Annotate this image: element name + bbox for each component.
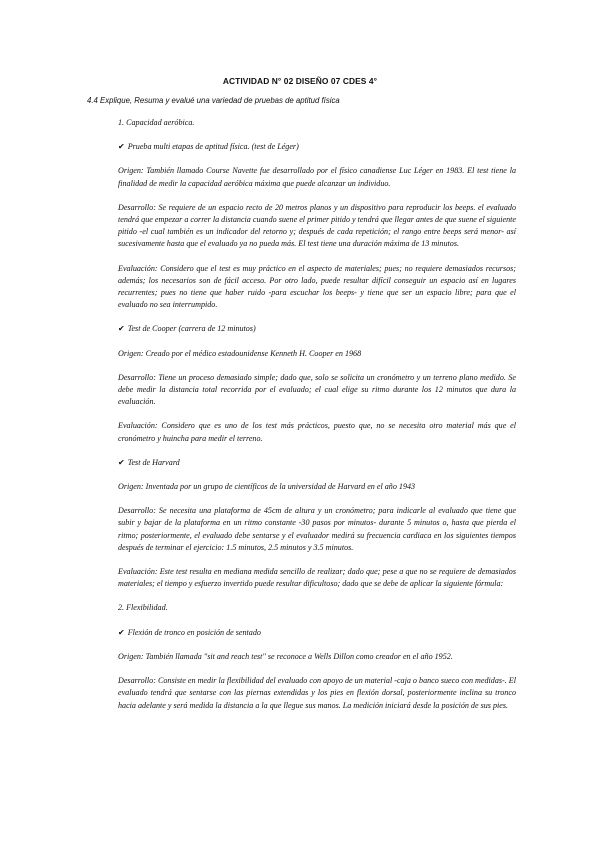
- cooper-development: Desarrollo: Tiene un proceso demasiado simple; dado que, solo se solicita un cronómetro y un terreno plano medido. Se debe medir la distancia total recorrida por el evaluado; el cual elige su ritmo durante los 12 minutos que dura la evaluación.: [118, 372, 516, 407]
- leger-development: Desarrollo: Se requiere de un espacio recto de 20 metros planos y un dispositivo para reproducir los beeps. el evaluado tendrá que empezar a correr la distancia cuando suene el primer pitido y tendrá que llegar antes de que suene el siguiente pitido -el cual también es un indicador del retorno y; después de cada repetición; el rango entre beeps será menor- así sucesivamente hasta que el evaluado ya no pueda más. El test tiene una duración máxima de 13 minutos.: [118, 202, 516, 249]
- cooper-evaluation: Evaluación: Considero que es uno de los test más prácticos, puesto que, no se necesita otro material más que el cronómetro y huincha para medir el terreno.: [118, 421, 516, 443]
- checkmark-icon: ✔: [118, 457, 125, 467]
- checkmark-icon: ✔: [118, 142, 125, 152]
- harvard-development: Desarrollo: Se necesita una plataforma de 45cm de altura y un cronómetro; para indicarle al evaluado que tiene que subir y bajar de la plataforma en un ritmo constante -30 pasos por minutos- durante 5 minutos o, hasta que pierda el ritmo; posteriormente, el evaluado debe sentarse y el evaluador medirá su frecuencia cardiaca en los siguientes tiempos después de terminar el ejercicio: 1.5 minutos, 2.5 minutos y 3.5 minutos.: [118, 506, 516, 552]
- question-subtitle: 4.4 Explique, Resuma y evalué una variedad de pruebas de aptitud física: [87, 96, 340, 105]
- sit-reach-development: Desarrollo: Consiste en medir la flexibilidad del evaluado con apoyo de un material -caja o banco sueco con medidas-. El evaluado tendrá que sentarse con las piernas extendidas y los pies en flexión dorsal, posteriormente inclina su tronco hacia adelante y será medida la distancia a la que llegue sus manos. La medición iniciará desde la posición de sus pies.: [118, 676, 516, 710]
- checkmark-icon: ✔: [118, 627, 125, 637]
- test-heading-sit-reach-label: Flexión de tronco en posición de sentado: [127, 627, 261, 637]
- cooper-origin: Origen: Creado por el médico estadounidense Kenneth H. Cooper en 1968: [118, 348, 362, 358]
- page-title: ACTIVIDAD N° 02 DISEÑO 07 CDES 4°: [222, 76, 378, 86]
- test-heading-cooper: [118, 323, 516, 335]
- test-heading-harvard-label: Test de Harvard: [127, 457, 180, 467]
- leger-origin: Origen: También llamado Course Navette fue desarrollado por el físico canadiense Luc Léger en 1983. El test tiene la finalidad de medir la capacidad aeróbica máxima que puede alcanzar un individuo.: [118, 166, 516, 188]
- section-heading-flexibility: 2. Flexibilidad.: [118, 603, 168, 613]
- test-heading-harvard: [118, 457, 516, 469]
- sit-reach-origin: Origen: También llamada "sit and reach test" se reconoce a Wells Dillon como creador en el año 1952.: [118, 651, 453, 661]
- test-heading-sit-reach: [118, 627, 516, 639]
- harvard-evaluation: Evaluación: Este test resulta en mediana medida sencillo de realizar; dado que; pese a que no se requiere de demasiados materiales; el tiempo y esfuerzo invertido puede resultar dificultoso; dado que se debe de aplicar la siguiente fórmula:: [118, 567, 516, 589]
- test-heading-cooper-label: Test de Cooper (carrera de 12 minutos): [127, 324, 256, 334]
- test-heading-leger-label: Prueba multi etapas de aptitud física. (test de Léger): [127, 142, 299, 152]
- document-body: [118, 117, 516, 724]
- test-heading-leger: [118, 141, 516, 153]
- harvard-origin: Origen: Inventada por un grupo de científicos de la universidad de Harvard en el año 1943: [118, 482, 416, 492]
- checkmark-icon: ✔: [118, 324, 125, 334]
- leger-evaluation: Evaluación: Considero que el test es muy práctico en el aspecto de materiales; pues; no requiere demasiados recursos; además; los necesarios son de fácil acceso. Por otro lado, puede resultar difícil conseguir un espacio así en lugares recurrentes; pues no tiene que haber ruido -para escuchar los beeps- y tiene que ser un espacio libre; para que el evaluado no sea interrumpido.: [118, 263, 516, 310]
- section-heading-aerobic: 1. Capacidad aeróbica.: [118, 118, 195, 127]
